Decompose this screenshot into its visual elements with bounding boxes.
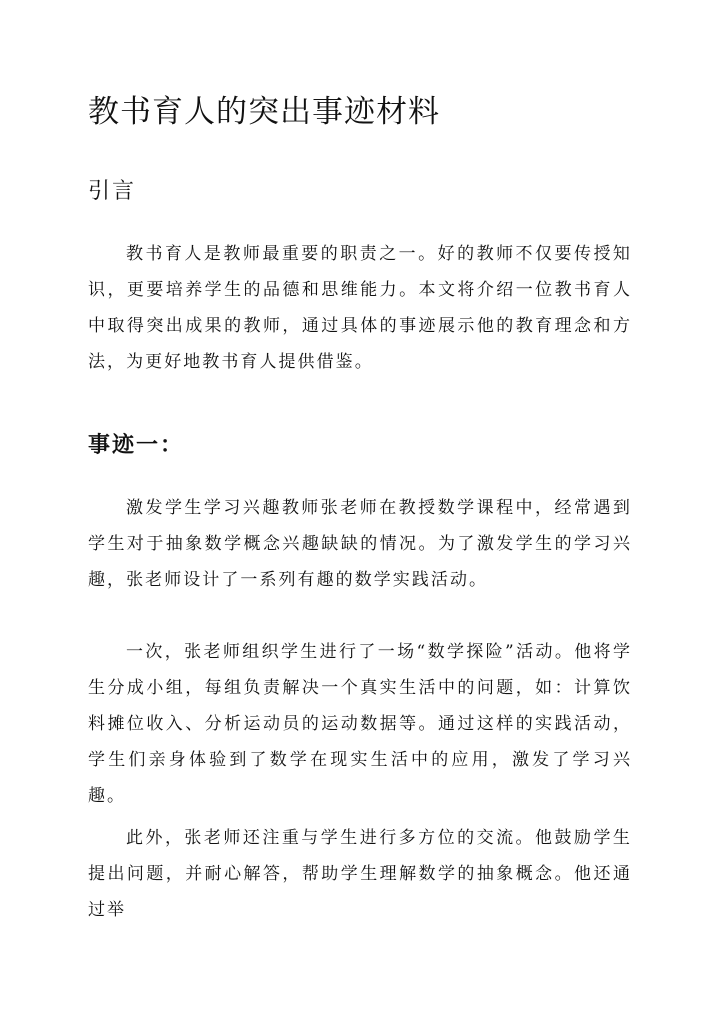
- section-heading-intro: 引言: [88, 179, 137, 204]
- story-paragraph-3: 此外，张老师还注重与学生进行多方位的交流。他鼓励学生提出问题，并耐心解答，帮助学生理解数学的抽象概念。他还通过举: [88, 828, 632, 920]
- section-heading-story-one: 事迹一：: [88, 432, 185, 458]
- intro-paragraph: 教书育人是教师最重要的职责之一。好的教师不仅要传授知识，更要培养学生的品德和思维能力。本文将介绍一位教书育人中取得突出成果的教师，通过具体的事迹展示他的教育理念和方法，为更好地教书育人提供借鉴。: [88, 244, 632, 372]
- story-paragraph-1: 激发学生学习兴趣教师张老师在教授数学课程中，经常遇到学生对于抽象数学概念兴趣缺缺的情况。为了激发学生的学习兴趣，张老师设计了一系列有趣的数学实践活动。: [88, 498, 632, 590]
- story-paragraph-2: 一次，张老师组织学生进行了一场“数学探险”活动。他将学生分成小组，每组负责解决一个真实生活中的问题，如：计算饮料摊位收入、分析运动员的运动数据等。通过这样的实践活动，学生们亲身体验到了数学在现实生活中的应用，激发了学习兴趣。: [88, 642, 632, 806]
- page-title: 教书育人的突出事迹材料: [88, 94, 440, 130]
